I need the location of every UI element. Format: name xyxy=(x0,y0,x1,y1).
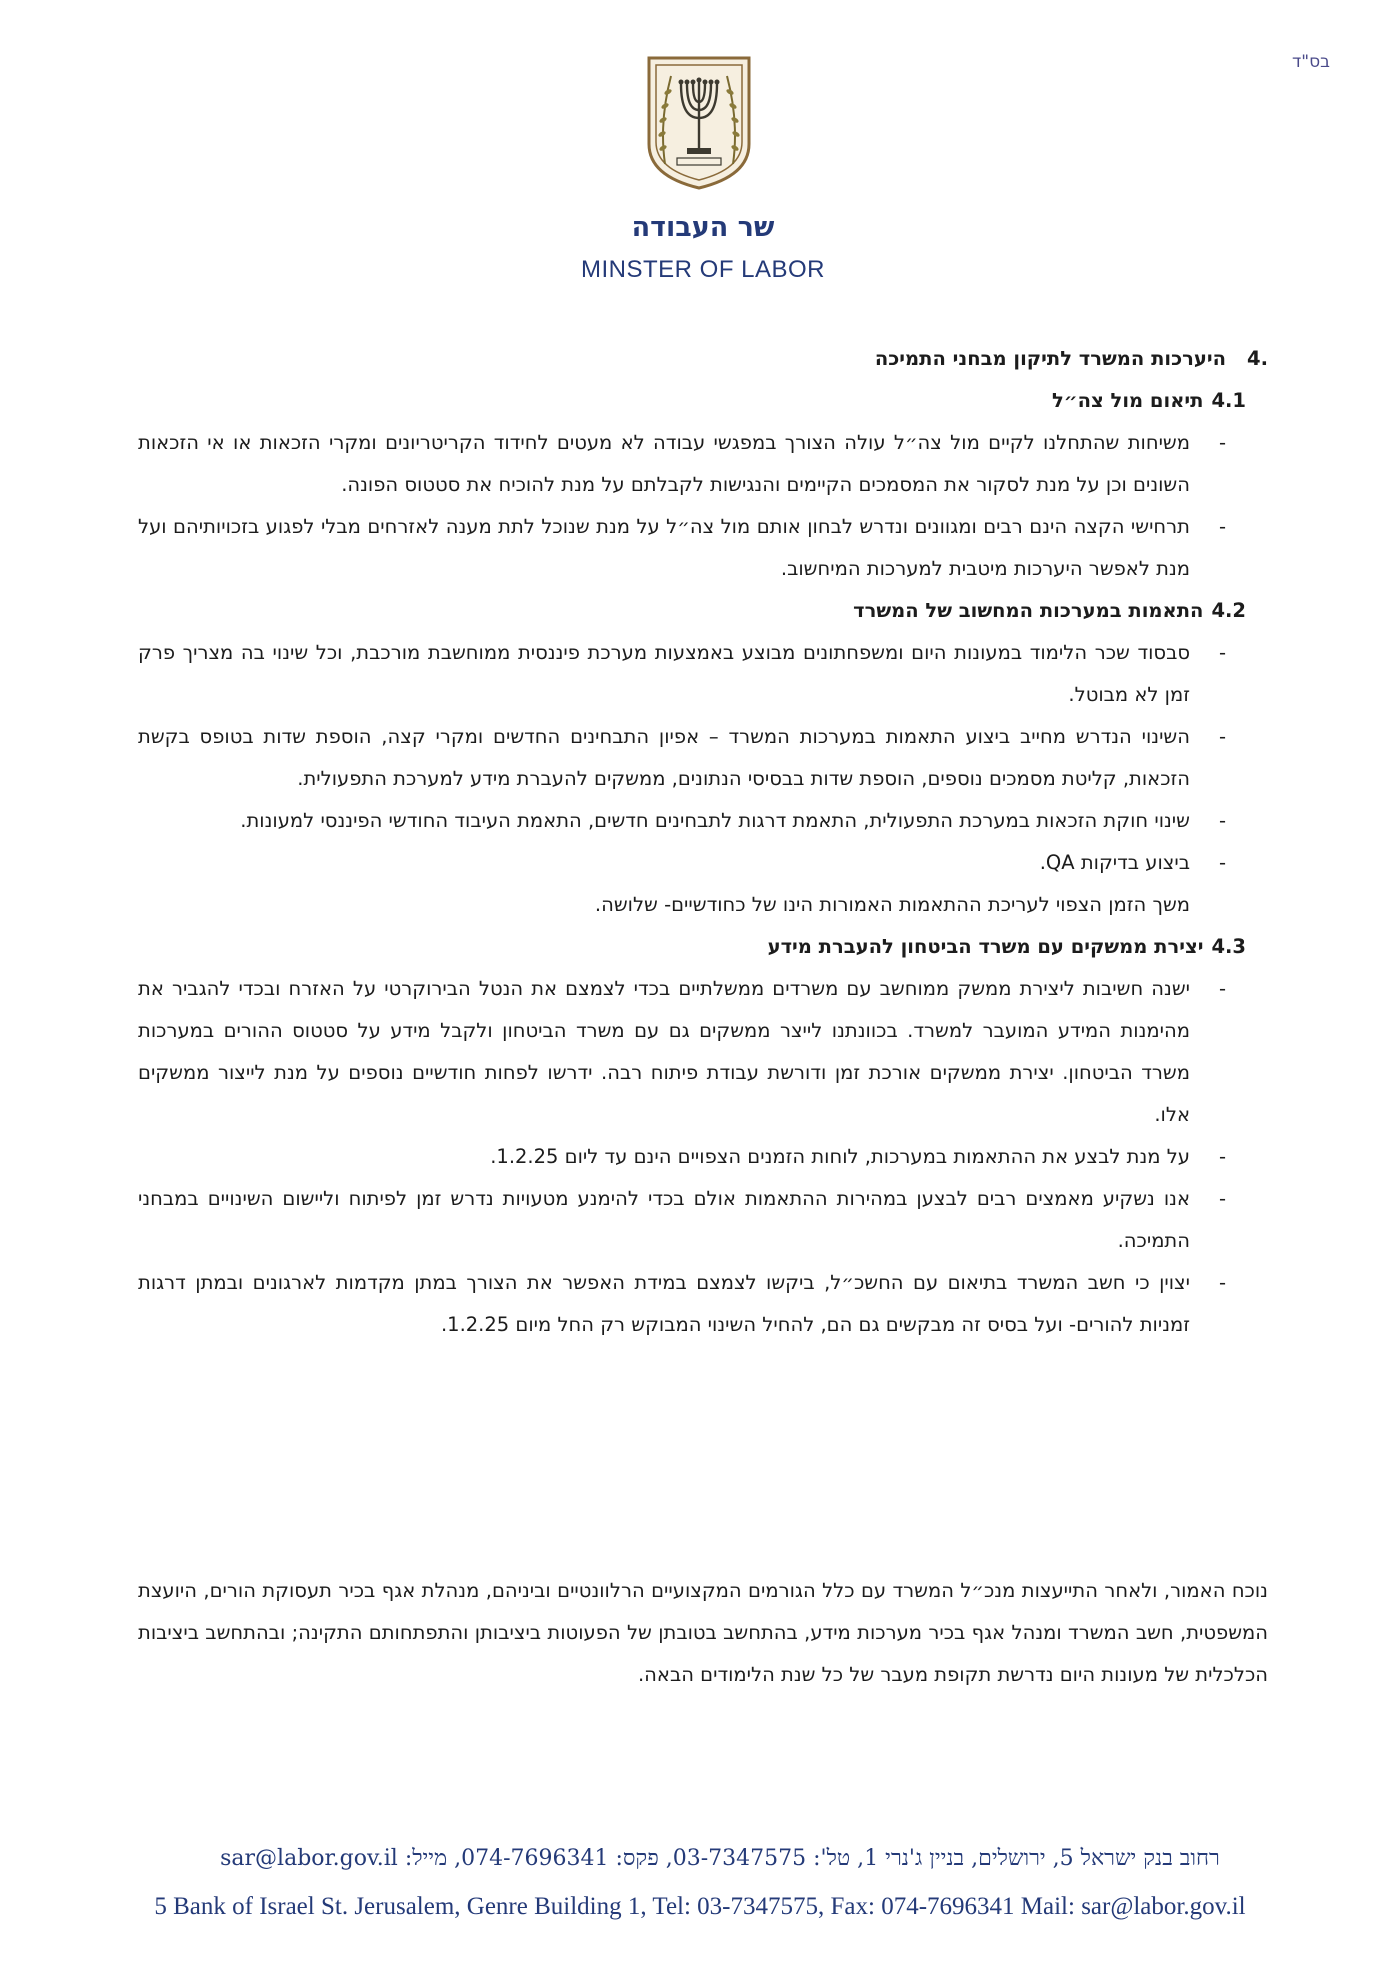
list-item xyxy=(138,716,1268,800)
list-item-text: ביצוע בדיקות QA. xyxy=(1039,851,1190,874)
closing-paragraph: נוכח האמור, ולאחר התייעצות מנכ״ל המשרד עם כלל הגורמים המקצועיים הרלוונטיים וביניהם, מנהלת אגף בכיר תעסוקת הורים, היועצת המשפטית, חשב המשרד ומנהל אגף בכיר מערכות מידע, בהתחשב בטובתן של הפעוטות ביציבותן והתפתחותם התקינה; ובהתחשב ביציבות הכלכלית של מעונות היום נדרשת תקופת מעבר של כל שנת הלימודים הבאה. xyxy=(138,1579,1268,1686)
bullet-dash: - xyxy=(1218,851,1226,874)
bsd-mark: בס"ד xyxy=(1292,52,1330,72)
bullet-list-4-1 xyxy=(138,422,1268,590)
subsection-title: יצירת ממשקים עם משרד הביטחון להעברת מידע xyxy=(767,935,1204,958)
subsection-heading-4-3 xyxy=(138,926,1268,968)
list-item-text: אנו נשקיע מאמצים רבים לבצען במהירות ההתאמות אולם בכדי להימנע מטעויות נדרש זמן לפיתוח וליישום השינויים במבחני התמיכה. xyxy=(138,1187,1190,1252)
subsection-title: התאמות במערכות המחשוב של המשרד xyxy=(853,599,1204,622)
bullet-dash: - xyxy=(1218,641,1226,664)
bullet-dash: - xyxy=(1218,1271,1226,1294)
state-of-israel-emblem-icon xyxy=(643,52,755,192)
bullet-dash: - xyxy=(1218,809,1226,832)
list-item-text: יצוין כי חשב המשרד בתיאום עם החשכ״ל, ביקשו לצמצם במידת האפשר את הצורך במתן מקדמות לארגונים ובמתן דרגות זמניות להורים- ועל בסיס זה מבקשים גם הם, להחיל השינוי המבוקש רק החל מיום 1.2.25. xyxy=(138,1271,1190,1336)
list-item xyxy=(138,800,1268,842)
bullet-dash: - xyxy=(1218,1145,1226,1168)
subsection-title: תיאום מול צה״ל xyxy=(1051,389,1204,412)
list-item-text: ישנה חשיבות ליצירת ממשק ממוחשב עם משרדים ממשלתיים בכדי לצמצם את הנטל הבירוקרטי על האזרח ובכדי להגביר את מהימנות המידע המועבר למשרד. בכוונתנו לייצר ממשקים גם עם משרד הביטחון ולקבל מידע על סטטוס ההורים במערכות משרד הביטחון. יצירת ממשקים אורכת זמן ודורשת עבודת פיתוח רבה. ידרשו לפחות חודשיים נוספים על מנת לייצור ממשקים אלו. xyxy=(138,977,1190,1126)
list-item xyxy=(138,1136,1268,1178)
list-item xyxy=(138,632,1268,716)
section-number: .4 xyxy=(1247,347,1268,370)
subsection-heading-4-1 xyxy=(138,380,1268,422)
bullet-dash: - xyxy=(1218,515,1226,538)
bullet-list-4-3 xyxy=(138,968,1268,1346)
minister-title-english: MINSTER OF LABOR xyxy=(580,256,826,283)
bullet-dash: - xyxy=(1218,725,1226,748)
section-heading xyxy=(138,338,1268,380)
list-item-text: על מנת לבצע את ההתאמות במערכות, לוחות הזמנים הצפויים הינם עד ליום 1.2.25. xyxy=(490,1145,1190,1168)
list-item-text: השינוי הנדרש מחייב ביצוע התאמות במערכות המשרד – אפיון התבחינים החדשים ומקרי קצה, הוספת שדות בטופס בקשת הזכאות, קליטת מסמכים נוספים, הוספת שדות בבסיסי הנתונים, ממשקים להעברת מידע למערכת התפעולית. xyxy=(138,725,1190,790)
subsection-number: 4.2 xyxy=(1211,599,1246,622)
list-item xyxy=(138,1178,1268,1262)
bullet-list-4-2 xyxy=(138,632,1268,884)
list-item xyxy=(138,842,1268,884)
minister-title-hebrew: שר העבודה xyxy=(631,212,775,243)
subsection-number: 4.3 xyxy=(1211,935,1246,958)
letter-body xyxy=(138,338,1268,1346)
subsection-number: 4.1 xyxy=(1211,389,1246,412)
list-item xyxy=(138,422,1268,506)
bullet-dash: - xyxy=(1218,977,1226,1000)
list-item-text: משיחות שהתחלנו לקיים מול צה״ל עולה הצורך במפגשי עבודה לא מעטים לחידוד הקריטריונים ומקרי הזכאות או אי הזכאות השונים וכן על מנת לסקור את המסמכים הקיימים והנגישות לקבלתם על מנת להוכיח את סטטוס הפונה. xyxy=(138,431,1190,496)
bullet-dash: - xyxy=(1218,431,1226,454)
list-item xyxy=(138,506,1268,590)
list-item-text: שינוי חוקת הזכאות במערכת התפעולית, התאמת דרגות לתבחינים חדשים, התאמת העיבוד החודשי הפיננסי למעונות. xyxy=(240,809,1190,832)
section-title: היערכות המשרד לתיקון מבחני התמיכה xyxy=(874,347,1226,370)
list-item xyxy=(138,1262,1268,1346)
list-item xyxy=(138,968,1268,1136)
footer-address-hebrew: רחוב בנק ישראל 5, ירושלים, בניין ג'נרי 1, טל': 03-7347575, פקס: 074-7696341, מייל: sar@labor.gov.il xyxy=(220,1846,1220,1871)
subsection-heading-4-2 xyxy=(138,590,1268,632)
subsection-note: משך הזמן הצפוי לעריכת ההתאמות האמורות הינו של כחודשיים- שלושה. xyxy=(594,893,1190,916)
list-item-text: תרחישי הקצה הינם רבים ומגוונים ונדרש לבחון אותם מול צה״ל על מנת שנוכל לתת מענה לאזרחים מבלי לפגוע בזכויותיהם ועל מנת לאפשר היערכות מיטבית למערכות המיחשוב. xyxy=(138,515,1190,580)
list-item-text: סבסוד שכר הלימוד במעונות היום ומשפחתונים מבוצע באמצעות מערכת פיננסית ממוחשבת מורכבת, וכל שינוי בה מצריך פרק זמן לא מבוטל. xyxy=(138,641,1190,706)
footer-address-english: 5 Bank of Israel St. Jerusalem, Genre Building 1, Tel: 03-7347575, Fax: 074-7696341 Mail: sar@labor.gov.il xyxy=(154,1893,1246,1920)
bullet-dash: - xyxy=(1218,1187,1226,1210)
